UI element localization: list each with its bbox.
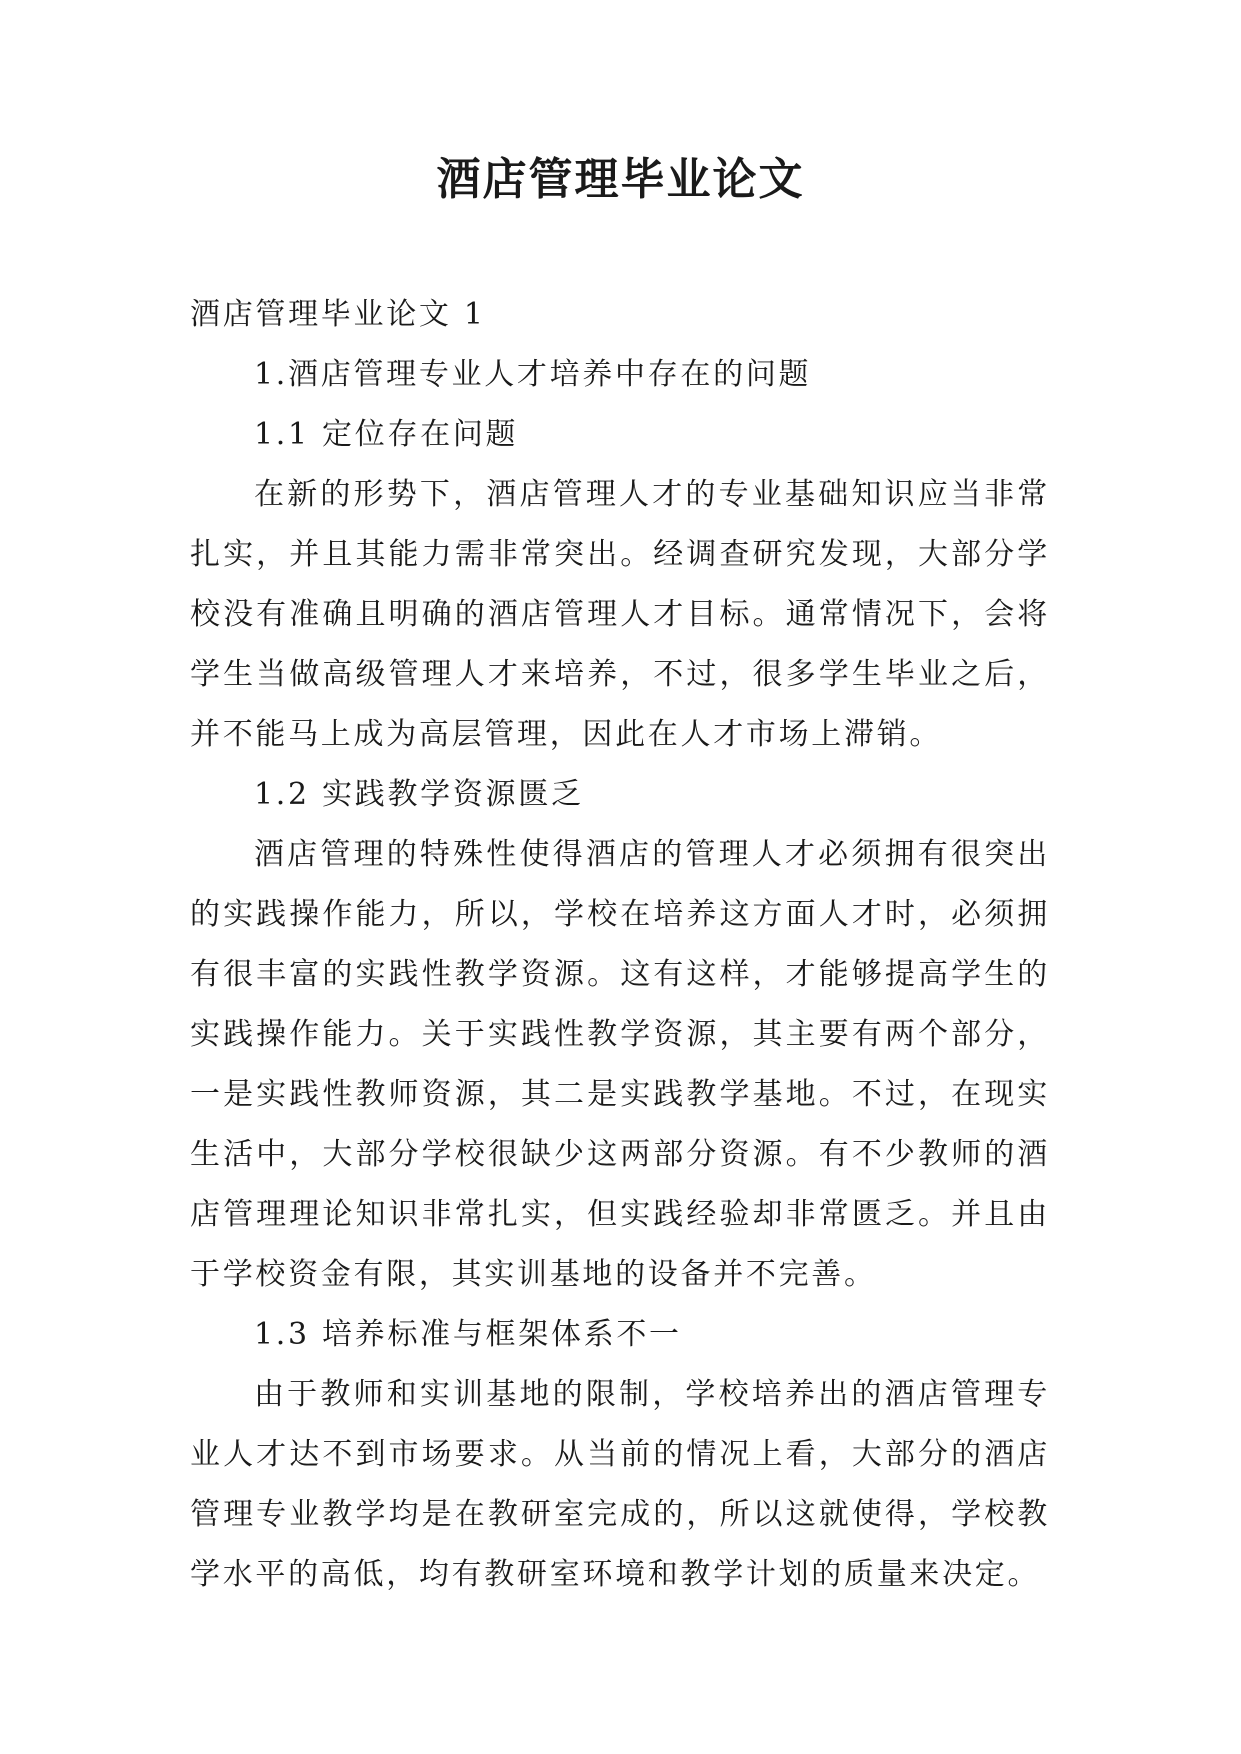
section-heading: 酒店管理毕业论文 1 [190, 297, 486, 332]
subsection-heading: 1.酒店管理专业人才培养中存在的问题 [254, 357, 812, 392]
body-paragraph: 由于教师和实训基地的限制，学校培养出的酒店管理专业人才达不到市场要求。从当前的情况上看，大部分的酒店管理专业教学均是在教研室完成的，所以这就使得，学校教学水平的高低，均有教研室环境和教学计划的质量来决定。 [190, 1377, 1050, 1592]
subsection-heading: 1.1 定位存在问题 [254, 417, 519, 452]
document-body [190, 285, 1050, 1605]
body-paragraph: 酒店管理的特殊性使得酒店的管理人才必须拥有很突出的实践操作能力，所以，学校在培养这方面人才时，必须拥有很丰富的实践性教学资源。这有这样，才能够提高学生的实践操作能力。关于实践性教学资源，其主要有两个部分，一是实践性教师资源，其二是实践教学基地。不过，在现实生活中，大部分学校很缺少这两部分资源。有不少教师的酒店管理理论知识非常扎实，但实践经验却非常匮乏。并且由于学校资金有限，其实训基地的设备并不完善。 [190, 837, 1050, 1292]
subsection-heading: 1.2 实践教学资源匮乏 [254, 777, 584, 812]
document-title: 酒店管理毕业论文 [436, 154, 805, 205]
subsection-heading: 1.3 培养标准与框架体系不一 [254, 1317, 682, 1352]
body-paragraph: 在新的形势下，酒店管理人才的专业基础知识应当非常扎实，并且其能力需非常突出。经调查研究发现，大部分学校没有准确且明确的酒店管理人才目标。通常情况下，会将学生当做高级管理人才来培养，不过，很多学生毕业之后，并不能马上成为高层管理，因此在人才市场上滞销。 [190, 477, 1050, 752]
